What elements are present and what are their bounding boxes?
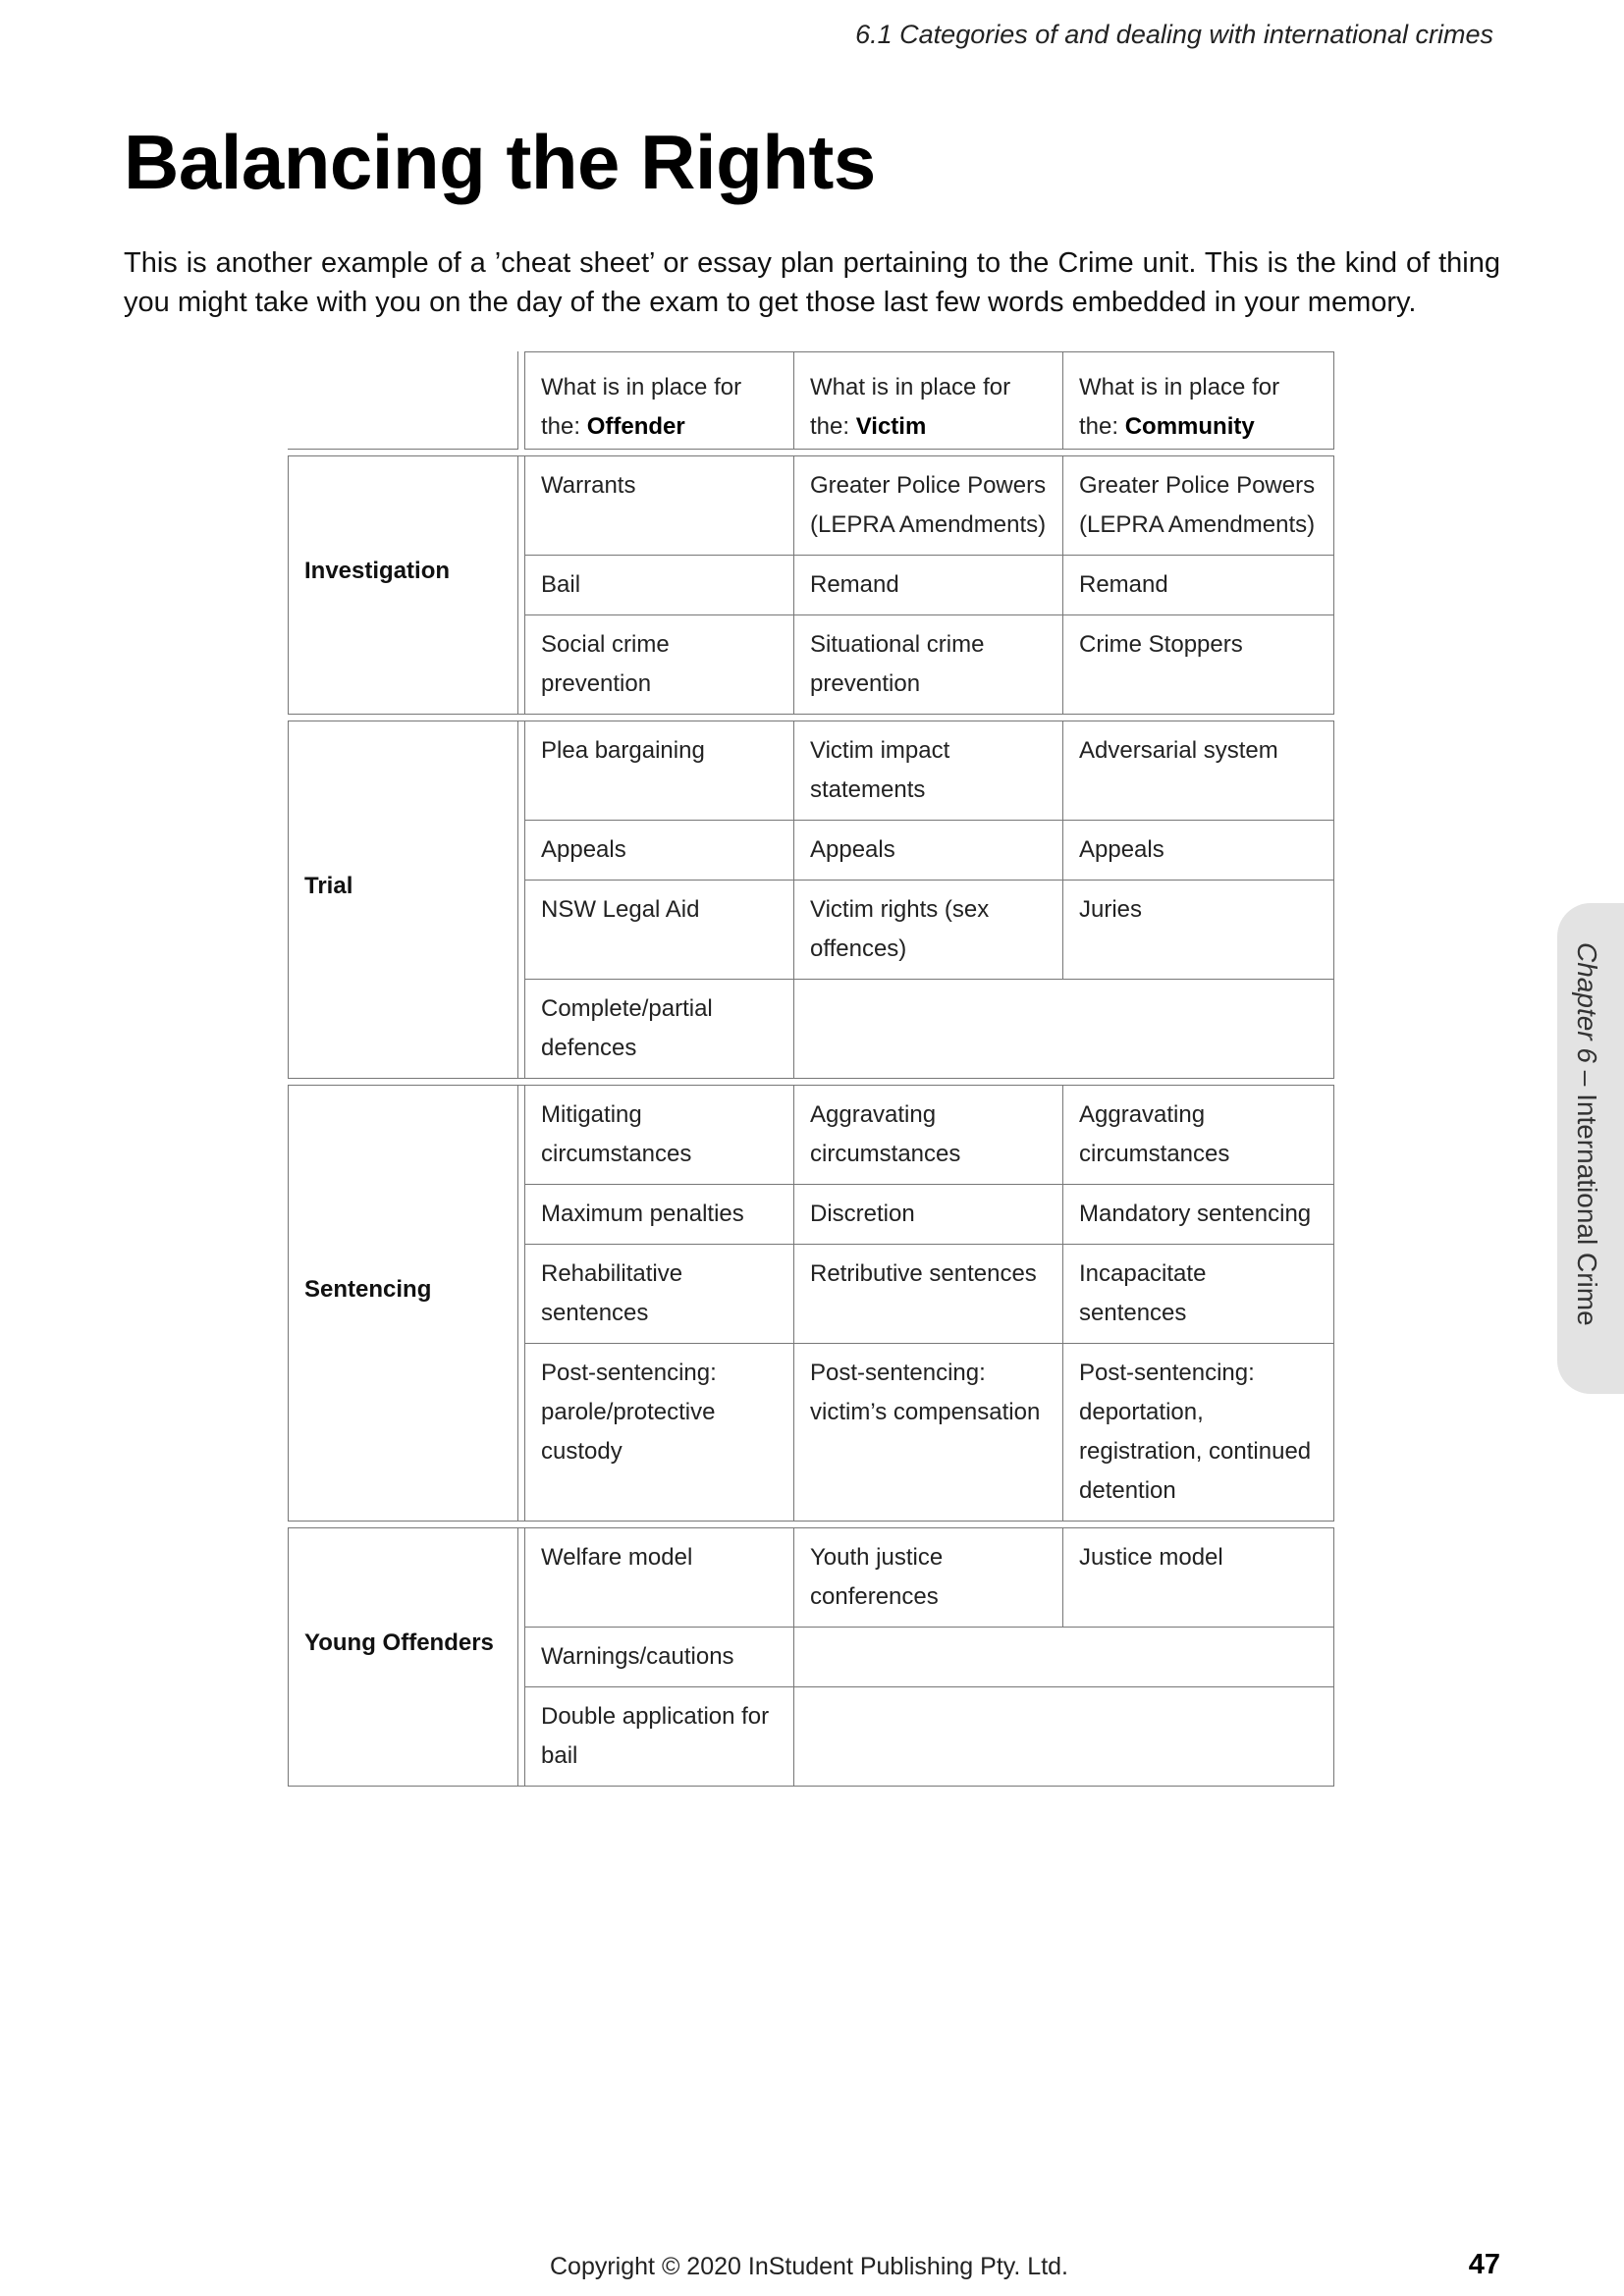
table-row (525, 1244, 1333, 1343)
stage-label: Young Offenders (288, 1528, 517, 1786)
cell-victim: Youth justice conferences (794, 1528, 1063, 1627)
double-rule (517, 1086, 525, 1521)
table-row (525, 1086, 1333, 1184)
cell-victim: Aggravating circumstances (794, 1086, 1063, 1184)
table-row (525, 1184, 1333, 1244)
stage-label: Trial (288, 721, 517, 1078)
cell-community: Remand (1079, 571, 1168, 598)
cell-offender: Complete/partial defences (525, 980, 794, 1078)
empty-cell (794, 1687, 1334, 1786)
header-community: What is in place for the: Community (1063, 351, 1334, 450)
double-rule (517, 351, 525, 450)
chapter-side-tab (1557, 903, 1624, 1394)
cell-victim: Discretion (794, 1185, 1063, 1244)
cell-community: Crime Stoppers (1079, 631, 1243, 658)
table-row (525, 721, 1333, 820)
table-row (525, 1343, 1333, 1521)
header-spacer (288, 351, 517, 450)
cell-offender: Double application for bail (525, 1687, 794, 1786)
cell-offender: Maximum penalties (525, 1185, 794, 1244)
cell-victim: Post-sentencing: victim’s compensation (794, 1344, 1063, 1521)
cell-offender: Appeals (525, 821, 794, 880)
cell-offender: Warnings/cautions (525, 1628, 794, 1686)
page-number: 47 (1468, 2249, 1500, 2280)
stage-group (288, 1527, 1334, 1787)
cell-victim: Victim rights (sex offences) (794, 881, 1063, 979)
stage-rows (525, 1086, 1334, 1521)
stage-rows (525, 1528, 1334, 1786)
running-header: 6.1 Categories of and dealing with international crimes (855, 20, 1493, 49)
cell-victim: Situational crime prevention (794, 615, 1063, 714)
rights-table (288, 351, 1334, 1787)
cell-offender: Rehabilitative sentences (525, 1245, 794, 1343)
table-row (525, 456, 1333, 555)
table-row (525, 555, 1333, 614)
cell-offender: Bail (525, 556, 794, 614)
page-title: Balancing the Rights (124, 119, 876, 205)
table-header-row (288, 351, 1334, 450)
cell-victim: Appeals (794, 821, 1063, 880)
cell-community: Aggravating circumstances (1079, 1101, 1230, 1167)
stage-rows (525, 721, 1334, 1078)
cell-community: Post-sentencing: deportation, registration, continued detention (1079, 1360, 1312, 1504)
cell-community: Adversarial system (1079, 737, 1278, 764)
stage-group (288, 721, 1334, 1079)
double-rule (517, 1528, 525, 1786)
table-row (525, 979, 1333, 1078)
table-row (525, 614, 1333, 714)
cell-community: Mandatory sentencing (1079, 1201, 1312, 1227)
stage-label: Investigation (288, 456, 517, 714)
table-row (525, 880, 1333, 979)
cell-victim: Remand (794, 556, 1063, 614)
cell-offender: Plea bargaining (525, 721, 794, 820)
stage-group (288, 455, 1334, 715)
cell-community: Greater Police Powers (LEPRA Amendments) (1079, 472, 1316, 538)
double-rule (517, 456, 525, 714)
cell-offender: Post-sentencing: parole/protective custody (525, 1344, 794, 1521)
cell-community: Incapacitate sentences (1079, 1260, 1207, 1326)
empty-cell (794, 1628, 1334, 1686)
cell-victim: Victim impact statements (794, 721, 1063, 820)
stage-label: Sentencing (288, 1086, 517, 1521)
table-row (525, 1528, 1333, 1627)
cell-offender: Warrants (525, 456, 794, 555)
cell-offender: NSW Legal Aid (525, 881, 794, 979)
stage-rows (525, 456, 1334, 714)
cell-victim: Retributive sentences (794, 1245, 1063, 1343)
header-offender: What is in place for the: Offender (525, 351, 794, 450)
cell-offender: Mitigating circumstances (525, 1086, 794, 1184)
table-row (525, 1627, 1333, 1686)
intro-paragraph: This is another example of a ’cheat sheet’ or essay plan pertaining to the Crime unit. This is the kind of thing you might take with you on the day of the exam to get those last few words embedded in your memory. (124, 247, 1500, 318)
copyright-footer: Copyright © 2020 InStudent Publishing Pty. Ltd. (550, 2253, 1069, 2280)
cell-community: Justice model (1079, 1544, 1223, 1571)
chapter-tab-label: Chapter 6 – International Crime (1572, 942, 1602, 1326)
cell-community: Appeals (1079, 836, 1164, 863)
double-rule (517, 721, 525, 1078)
cell-offender: Welfare model (525, 1528, 794, 1627)
stage-group (288, 1085, 1334, 1522)
header-victim: What is in place for the: Victim (794, 351, 1063, 450)
table-row (525, 820, 1333, 880)
empty-cell (794, 980, 1334, 1078)
cell-victim: Greater Police Powers (LEPRA Amendments) (794, 456, 1063, 555)
cell-offender: Social crime prevention (525, 615, 794, 714)
table-row (525, 1686, 1333, 1786)
cell-community: Juries (1079, 896, 1143, 923)
